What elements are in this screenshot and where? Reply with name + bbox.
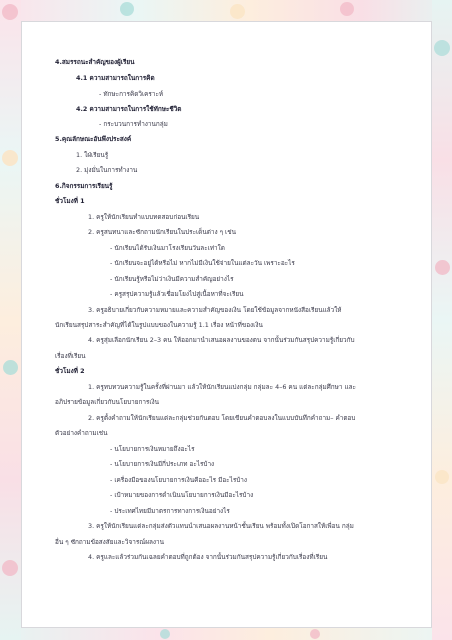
hour2-step-2-cont: ตัวอย่างคำถามเช่น — [55, 429, 108, 437]
hour2-bullet-1: - นโยบายการเงินหมายถึงอะไร — [110, 445, 195, 453]
hour-2-heading: ชั่วโมงที่ 2 — [55, 367, 85, 375]
hour2-step-2: 2. ครูตั้งคำถามให้นักเรียนแต่ละกลุ่มช่วยกันตอบ โดยเขียนคำตอบลงในแบบบันทึกคำถาม– คำตอบ — [88, 414, 356, 422]
section-4-2-item: - กระบวนการทำงานกลุ่ม — [99, 120, 168, 128]
flower-icon — [160, 629, 170, 639]
flower-icon — [3, 360, 18, 375]
section-4-title: 4.สมรรถนะสำคัญของผู้เรียน — [55, 58, 135, 66]
flower-icon — [2, 4, 18, 20]
flower-icon — [2, 150, 18, 166]
hour1-step-3: 3. ครูอธิบายเกี่ยวกับความหมายและความสำคัญของเงิน โดยใช้ข้อมูลจากหนังสือเรียนแล้วให้ — [88, 306, 342, 314]
section-4-1-heading: 4.1 ความสามารถในการคิด — [76, 74, 155, 82]
hour1-step-4: 4. ครูสุ่มเลือกนักเรียน 2–3 คน ให้ออกมานำเสนอผลงานของตน จากนั้นร่วมกันสรุปความรู้เกี่ยวกับ — [88, 336, 355, 344]
hour2-bullet-5: - ประเทศไทยมีมาตรการทางการเงินอย่างไร — [110, 507, 230, 515]
flower-icon — [120, 2, 134, 16]
section-6-title: 6.กิจกรรมการเรียนรู้ — [55, 182, 113, 190]
hour1-step-3-cont: นักเรียนสรุปสาระสำคัญที่ได้ในรูปแบบของในความรู้ 1.1 เรื่อง หน้าที่ของเงิน — [55, 321, 263, 329]
flower-icon — [230, 4, 245, 19]
hour2-bullet-4: - เป้าหมายของการดำเนินนโยบายการเงินมีอะไรบ้าง — [110, 491, 254, 499]
hour2-bullet-3: - เครื่องมือของนโยบายการเงินคืออะไร มีอะไรบ้าง — [110, 476, 248, 484]
hour1-bullet-2: - นักเรียนจะอยู่ได้หรือไม่ หากไม่มีเงินใช้จ่ายในแต่ละวัน เพราะอะไร — [110, 259, 295, 267]
hour2-step-1: 1. ครูทบทวนความรู้ในครั้งที่ผ่านมา แล้วให้นักเรียนแบ่งกลุ่ม กลุ่มละ 4–6 คน แต่ละกลุ่มศึกษา และ — [88, 383, 356, 391]
hour1-bullet-1: - นักเรียนได้รับเงินมาโรงเรียนวันละเท่าใด — [110, 244, 225, 252]
flower-icon — [310, 629, 320, 639]
hour2-step-3: 3. ครูให้นักเรียนแต่ละกลุ่มส่งตัวแทนนำเสนอผลงานหน้าชั้นเรียน พร้อมทั้งเปิดโอกาสให้เพื่อน กลุ่ม — [88, 522, 354, 530]
flower-icon — [340, 2, 354, 16]
hour2-step-3-cont: อื่น ๆ ซักถามข้อสงสัยและวิจารณ์ผลงาน — [55, 538, 164, 546]
floral-border-left — [0, 0, 21, 640]
hour2-bullet-2: - นโยบายการเงินมีกี่ประเภท อะไรบ้าง — [110, 460, 215, 468]
flower-icon — [434, 40, 450, 56]
section-5-title: 5.คุณลักษณะอันพึงประสงค์ — [55, 135, 132, 143]
hour2-step-1-cont: อภิปรายข้อมูลเกี่ยวกับนโยบายการเงิน — [55, 398, 160, 406]
hour1-bullet-4: - ครูสรุปความรู้แล้วเชื่อมโยงไปสู่เนื้อหาที่จะเรียน — [110, 290, 244, 298]
document-page — [21, 21, 432, 628]
floral-border-bottom — [0, 628, 452, 640]
floral-border-right — [432, 0, 452, 640]
section-4-1-item: - ทักษะการคิดวิเคราะห์ — [99, 90, 164, 98]
hour1-bullet-3: - นักเรียนรู้หรือไม่ว่าเงินมีความสำคัญอย่างไร — [110, 275, 234, 283]
section-5-item-2: 2. มุ่งมั่นในการทำงาน — [76, 166, 138, 174]
hour1-step-2: 2. ครูสนทนาและซักถามนักเรียนในประเด็นต่าง ๆ เช่น — [88, 228, 236, 236]
section-5-item-1: 1. ใฝ่เรียนรู้ — [76, 151, 109, 159]
floral-border-top — [0, 0, 452, 22]
hour1-step-1: 1. ครูให้นักเรียนทำแบบทดสอบก่อนเรียน — [88, 213, 200, 221]
hour-1-heading: ชั่วโมงที่ 1 — [55, 197, 85, 205]
flower-icon — [435, 260, 450, 275]
hour2-step-4: 4. ครูและแล้วร่วมกันเฉลยคำตอบที่ถูกต้อง จากนั้นร่วมกันสรุปความรู้เกี่ยวกับเรื่องที่เรียน — [88, 553, 328, 561]
flower-icon — [2, 560, 18, 576]
section-4-2-heading: 4.2 ความสามารถในการใช้ทักษะชีวิต — [76, 105, 182, 113]
hour1-step-4-cont: เรื่องที่เรียน — [55, 352, 86, 360]
flower-icon — [435, 470, 449, 484]
